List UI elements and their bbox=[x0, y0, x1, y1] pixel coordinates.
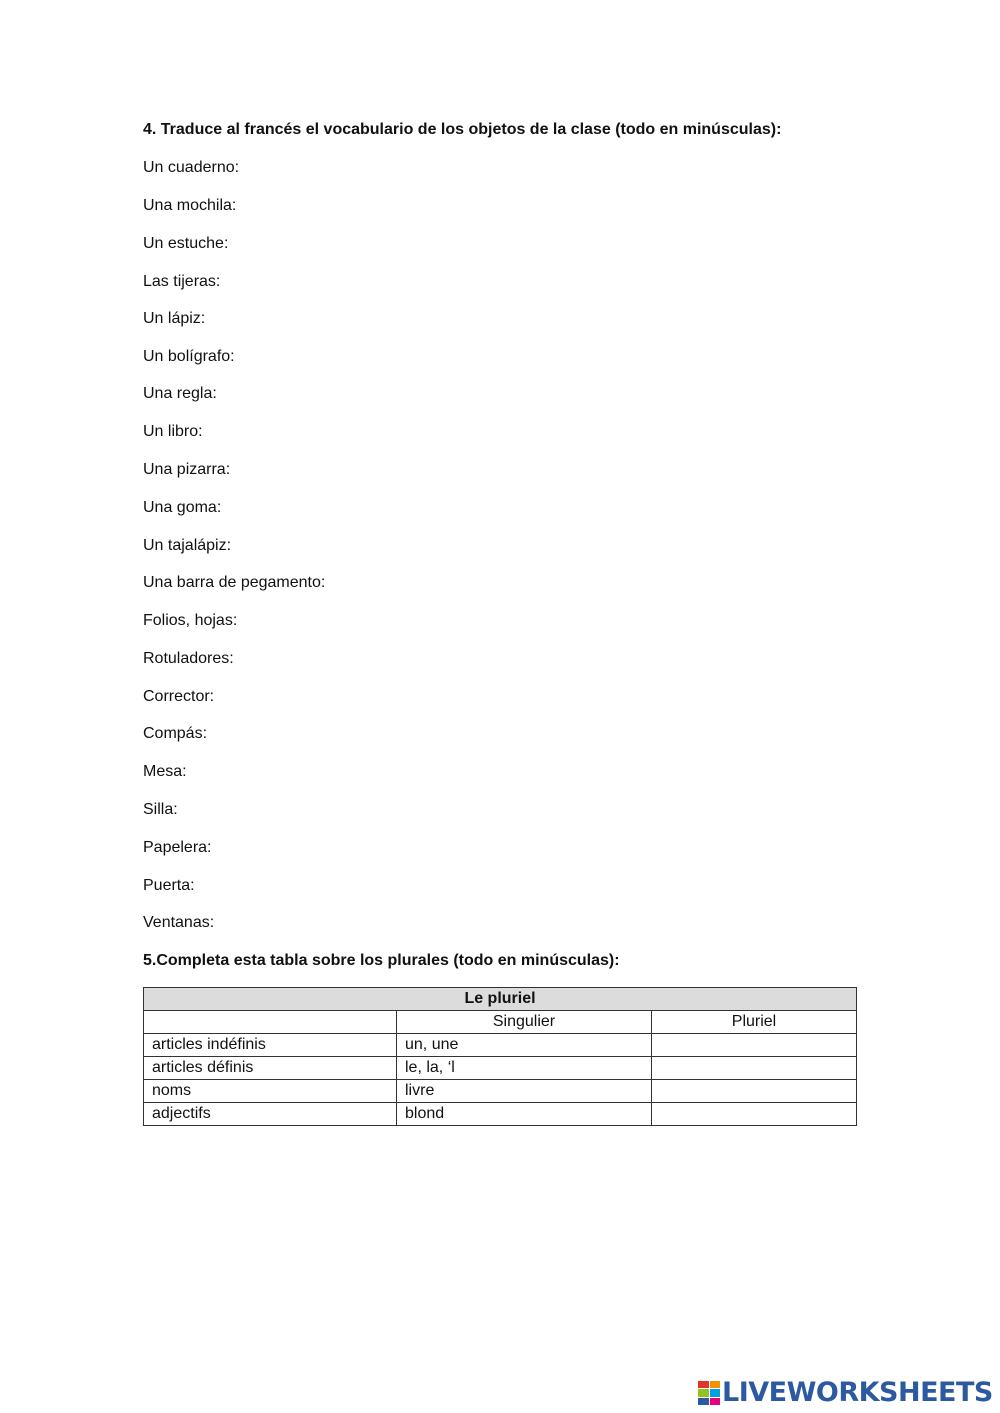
logo-square bbox=[698, 1398, 709, 1405]
table-header-cell: Pluriel bbox=[652, 1011, 857, 1034]
liveworksheets-logo bbox=[698, 1378, 993, 1408]
vocab-item: Corrector: bbox=[143, 688, 215, 705]
plural-table bbox=[143, 987, 857, 1126]
row-label: articles définis bbox=[144, 1057, 397, 1080]
row-label: noms bbox=[144, 1080, 397, 1103]
pluriel-answer-cell[interactable] bbox=[652, 1057, 857, 1080]
vocab-item: Una goma: bbox=[143, 499, 222, 516]
logo-square bbox=[698, 1389, 709, 1396]
row-label: adjectifs bbox=[144, 1103, 397, 1126]
pluriel-answer-cell[interactable] bbox=[652, 1080, 857, 1103]
table-header-cell bbox=[144, 1011, 397, 1034]
vocab-item: Un cuaderno: bbox=[143, 159, 240, 176]
vocab-item: Un libro: bbox=[143, 423, 203, 440]
table-row bbox=[144, 1080, 857, 1103]
vocab-item: Las tijeras: bbox=[143, 273, 221, 290]
singulier-cell: blond bbox=[397, 1103, 652, 1126]
logo-square bbox=[710, 1389, 721, 1396]
table-row bbox=[144, 1103, 857, 1126]
vocab-item: Una barra de pegamento: bbox=[143, 574, 326, 591]
singulier-cell: le, la, ‘l bbox=[397, 1057, 652, 1080]
vocab-item: Papelera: bbox=[143, 839, 212, 856]
vocab-item: Un estuche: bbox=[143, 235, 229, 252]
vocab-item: Una pizarra: bbox=[143, 461, 231, 478]
vocab-item: Silla: bbox=[143, 801, 178, 818]
table-header-row bbox=[144, 1011, 857, 1034]
pluriel-answer-cell[interactable] bbox=[652, 1034, 857, 1057]
logo-square bbox=[698, 1381, 709, 1388]
table-header-cell: Singulier bbox=[397, 1011, 652, 1034]
vocab-item: Mesa: bbox=[143, 763, 187, 780]
table-title-row bbox=[144, 988, 857, 1011]
vocab-item: Rotuladores: bbox=[143, 650, 234, 667]
vocab-item: Un bolígrafo: bbox=[143, 348, 235, 365]
vocab-item: Un lápiz: bbox=[143, 310, 206, 327]
pluriel-answer-cell[interactable] bbox=[652, 1103, 857, 1126]
table-row bbox=[144, 1034, 857, 1057]
logo-square bbox=[710, 1398, 721, 1405]
vocab-item: Un tajalápiz: bbox=[143, 537, 232, 554]
vocab-item: Folios, hojas: bbox=[143, 612, 238, 629]
vocab-item: Puerta: bbox=[143, 877, 195, 894]
vocab-item: Una regla: bbox=[143, 385, 217, 402]
liveworksheets-logo-text: LIVEWORKSHEETS bbox=[722, 1377, 993, 1408]
singulier-cell: livre bbox=[397, 1080, 652, 1103]
vocab-item: Una mochila: bbox=[143, 197, 237, 214]
singulier-cell: un, une bbox=[397, 1034, 652, 1057]
row-label: articles indéfinis bbox=[144, 1034, 397, 1057]
vocab-item: Ventanas: bbox=[143, 914, 215, 931]
table-row bbox=[144, 1057, 857, 1080]
vocab-item: Compás: bbox=[143, 725, 208, 742]
table-title: Le pluriel bbox=[144, 988, 857, 1011]
section-4-heading: 4. Traduce al francés el vocabulario de los objetos de la clase (todo en minúsculas): bbox=[143, 121, 782, 138]
liveworksheets-logo-icon bbox=[698, 1381, 720, 1405]
section-5-heading: 5.Completa esta tabla sobre los plurales (todo en minúsculas): bbox=[143, 952, 620, 969]
logo-square bbox=[710, 1381, 721, 1388]
